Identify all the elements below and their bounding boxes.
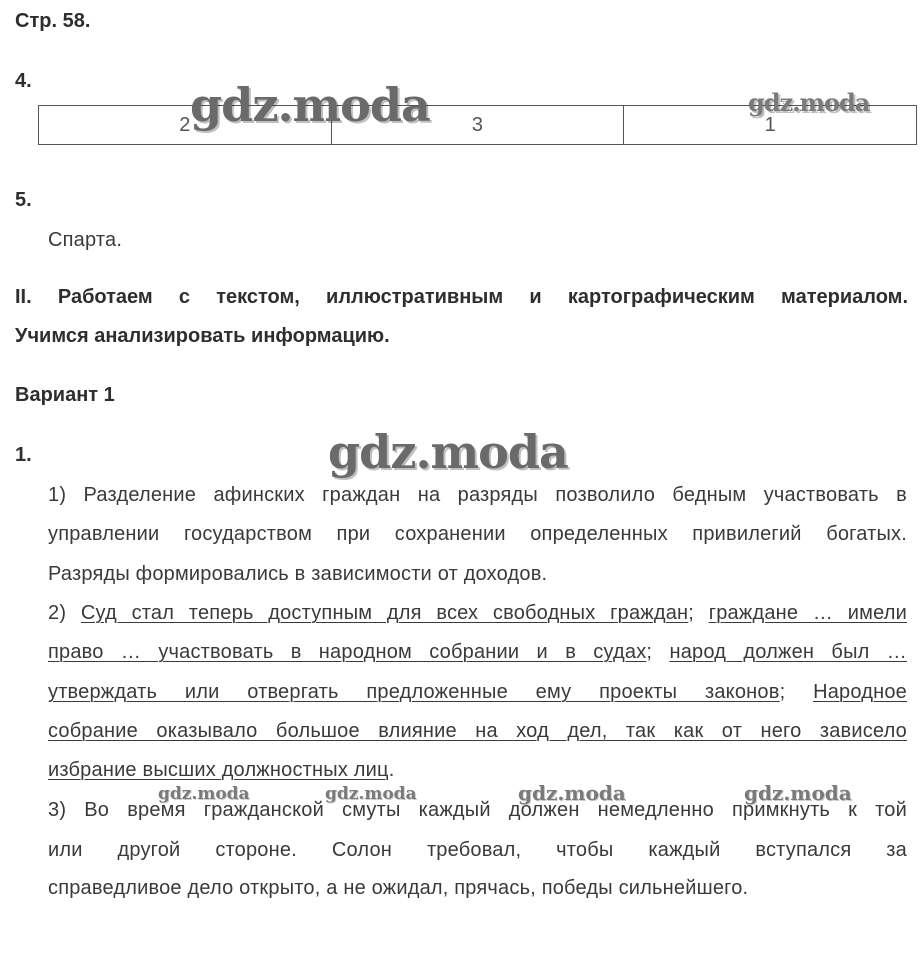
variant-heading: Вариант 1	[15, 384, 115, 406]
separator: ;	[688, 602, 709, 624]
p2-prefix: 2)	[48, 602, 81, 624]
watermark-logo: gdz.moda	[518, 781, 626, 805]
quote-4-part-c: избрание высших должностных лиц	[48, 759, 389, 781]
task1-p3-line1: 3) Во время гражданской смуты каждый должен немедленно примкнуть к той	[48, 799, 907, 821]
task4-number: 4.	[15, 70, 32, 92]
task1-p2-line5	[48, 759, 394, 782]
task1-p2-line3	[48, 681, 907, 704]
task1-p2-line2	[48, 641, 907, 664]
watermark-logo: gdz.moda	[744, 781, 852, 805]
quote-3-part-a: народ должен был …	[669, 641, 907, 663]
task1-p1-line3: Разряды формировались в зависимости от доходов.	[48, 563, 548, 585]
task1-p2-line1	[48, 602, 907, 625]
task1-p2-line4	[48, 720, 907, 743]
quote-1: Суд стал теперь доступным для всех свободных граждан	[80, 602, 689, 624]
table-cell-2: 3	[331, 106, 624, 145]
table-cell-3: 1	[624, 106, 917, 145]
separator: ;	[646, 641, 670, 663]
section-heading-line2: Учимся анализировать информацию.	[15, 325, 390, 347]
quote-3-part-b: утверждать или отвергать предложенные ему проекты законов	[48, 681, 780, 703]
quote-4-part-a: Народное	[813, 681, 907, 703]
watermark-logo: gdz.moda	[328, 425, 568, 479]
quote-4-part-b: собрание оказывало большое влияние на ход дел, так как от него зависело	[48, 720, 907, 742]
task1-p3-line3: справедливое дело открыто, а не ожидал, прячась, победы сильнейшего.	[48, 877, 749, 899]
table-cell-1: 2	[39, 106, 332, 145]
watermark-logo: gdz.moda	[190, 78, 430, 132]
section-heading-line1: II. Работаем с текстом, иллюстративным и картографическим материалом.	[15, 286, 908, 308]
separator: ;	[779, 681, 814, 703]
task5-answer: Спарта.	[48, 229, 123, 251]
quote-2-part-a: граждане … имели	[708, 602, 907, 624]
task5-number: 5.	[15, 189, 32, 211]
task1-p1-line2: управлении государством при сохранении определенных привилегий богатых.	[48, 523, 907, 545]
page-label: Стр. 58.	[15, 10, 91, 32]
watermark-logo: gdz.moda	[325, 784, 417, 804]
task1-p3-line2: или другой стороне. Солон требовал, чтобы каждый вступался за	[48, 839, 907, 861]
quote-2-part-b: право … участвовать в народном собрании и в судах	[48, 641, 647, 663]
period: .	[388, 759, 395, 781]
watermark-logo: gdz.moda	[158, 784, 250, 804]
task1-number: 1.	[15, 444, 32, 466]
watermark-logo: gdz.moda	[748, 88, 870, 117]
task1-p1-line1: 1) Разделение афинских граждан на разряды позволило бедным участвовать в	[48, 484, 907, 506]
